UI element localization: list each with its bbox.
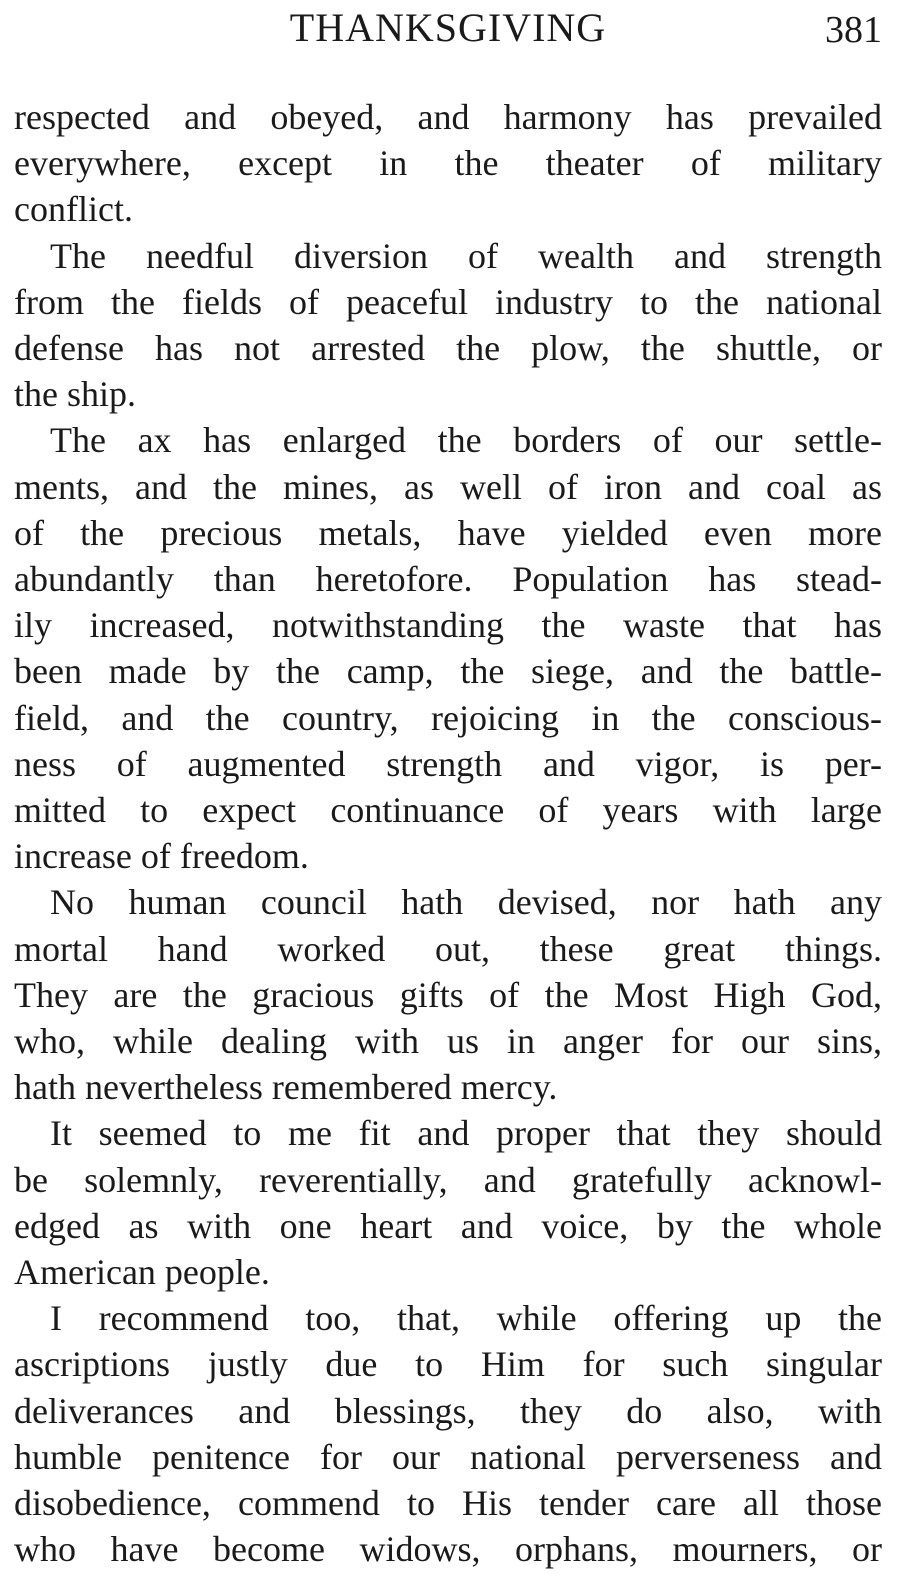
text-line: who, while dealing with us in anger for our sins, (14, 1021, 882, 1062)
text-line: field, and the country, rejoicing in the conscious- (14, 697, 882, 738)
text-line: defense has not arrested the plow, the shuttle, or (14, 328, 882, 369)
text-line: respected and obeyed, and harmony has prevailed (14, 97, 882, 137)
body-text (14, 94, 882, 1573)
text-line: conflict. (14, 189, 133, 230)
text-line: the ship. (14, 374, 136, 415)
text-line: ness of augmented strength and vigor, is per- (14, 743, 882, 784)
text-line: ascriptions justly due to Him for such singular (14, 1344, 882, 1385)
text-line: The needful diversion of wealth and strength (50, 235, 882, 276)
text-line: everywhere, except in the theater of military (14, 143, 882, 184)
text-line: been made by the camp, the siege, and the battle- (14, 651, 882, 692)
text-line: abundantly than heretofore. Population has stead- (14, 559, 882, 600)
text-line: edged as with one heart and voice, by the whole (14, 1205, 882, 1246)
text-line: hath nevertheless remembered mercy. (14, 1067, 558, 1108)
text-line: No human council hath devised, nor hath any (50, 882, 882, 923)
text-line: disobedience, commend to His tender care all those (14, 1483, 882, 1524)
text-line: mitted to expect continuance of years with large (14, 790, 882, 831)
text-line: They are the gracious gifts of the Most High God, (14, 974, 882, 1015)
text-line: increase of freedom. (14, 836, 309, 877)
paragraph (14, 417, 882, 879)
paragraph (14, 94, 882, 233)
text-line: be solemnly, reverentially, and gratefully acknowl- (14, 1159, 882, 1200)
text-line: who have become widows, orphans, mourners, or (14, 1529, 882, 1570)
text-line: It seemed to me fit and proper that they should (50, 1113, 882, 1154)
paragraph (14, 233, 882, 418)
book-page (14, 0, 882, 1573)
text-line: deliverances and blessings, they do also, with (14, 1390, 882, 1431)
text-line: of the precious metals, have yielded even more (14, 512, 882, 553)
running-title: THANKSGIVING (289, 5, 607, 50)
paragraph (14, 879, 882, 1110)
text-line: ily increased, notwithstanding the waste that has (14, 605, 882, 646)
text-line: humble penitence for our national perverseness and (14, 1436, 882, 1477)
text-line: from the fields of peaceful industry to the national (14, 281, 882, 322)
text-line: American people. (14, 1252, 270, 1293)
text-line: I recommend too, that, while offering up the (50, 1298, 882, 1339)
page-number: 381 (825, 9, 882, 51)
paragraph (14, 1295, 882, 1572)
text-line: The ax has enlarged the borders of our settle- (50, 420, 882, 461)
paragraph (14, 1110, 882, 1295)
text-line: mortal hand worked out, these great things. (14, 928, 882, 969)
text-line: ments, and the mines, as well of iron and coal as (14, 466, 882, 507)
page-header (14, 0, 882, 56)
